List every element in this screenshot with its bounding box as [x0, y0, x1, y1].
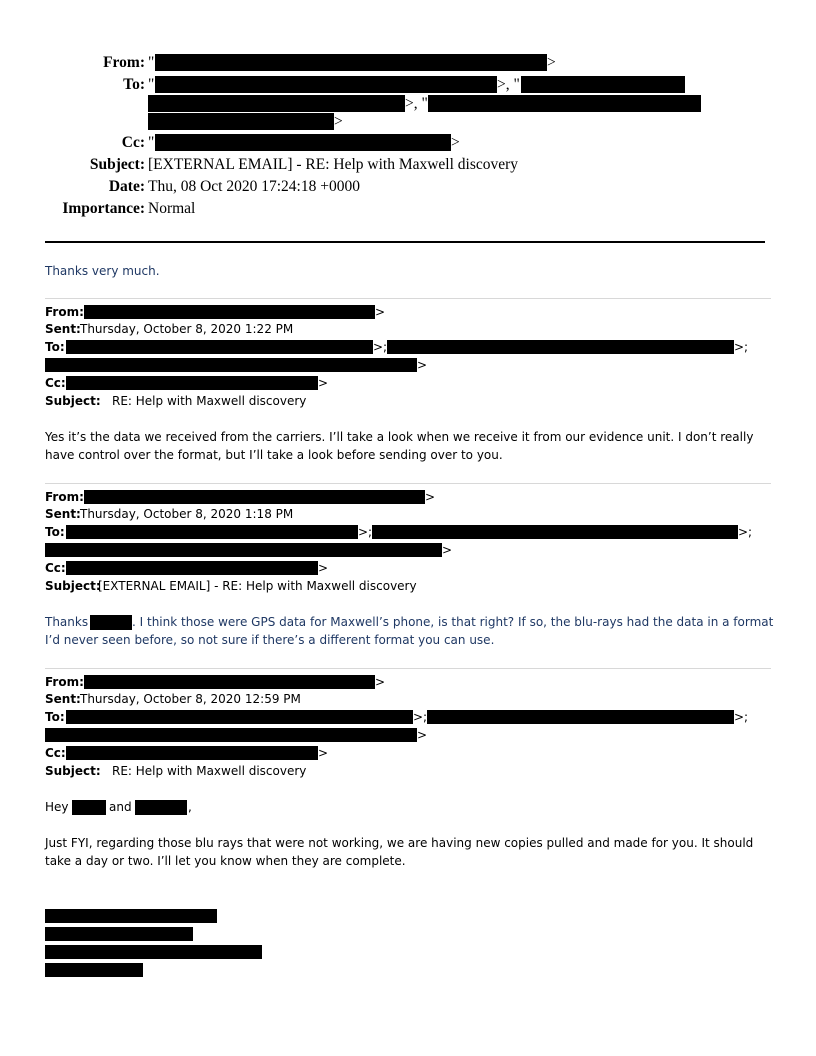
msg2-subject-value: [EXTERNAL EMAIL] - RE: Help with Maxwell discovery	[98, 579, 417, 593]
gt-glyph: >	[375, 675, 386, 689]
gt-glyph: >	[547, 54, 556, 71]
header-to-label: To:	[123, 76, 145, 93]
msg2-sent-label: Sent:	[45, 507, 81, 521]
redaction-block	[45, 909, 217, 923]
redaction-block	[428, 95, 701, 112]
msg3-from-label: From:	[45, 675, 84, 689]
msg1-subject-label: Subject:	[45, 394, 101, 408]
header-divider	[45, 241, 765, 243]
header-subject-label: Subject:	[89, 156, 145, 173]
gt-glyph: >	[375, 305, 386, 319]
redaction-block	[84, 675, 375, 689]
msg2-subject-label: Subject:	[45, 579, 101, 593]
gt-semicolon-glyph: >;	[413, 710, 428, 724]
message-separator	[45, 298, 771, 299]
msg2-body-line: . I think those were GPS data for Maxwell’s phone, is that right? If so, the blu-rays had the data in a format	[132, 615, 774, 629]
redaction-block	[148, 113, 334, 130]
redaction-block	[45, 543, 442, 557]
gt-glyph: >	[451, 134, 460, 151]
redaction-block	[45, 963, 143, 977]
msg2-sent-value: Thursday, October 8, 2020 1:18 PM	[80, 507, 294, 521]
msg1-sent-label: Sent:	[45, 322, 81, 336]
redaction-block	[84, 305, 375, 319]
msg3-body-line: Just FYI, regarding those blu rays that were not working, we are having new copies pulled and made for you. It should	[45, 836, 754, 850]
gt-glyph: >	[425, 490, 436, 504]
redaction-block	[427, 710, 734, 724]
gt-semicolon-glyph: >;	[734, 710, 749, 724]
redaction-block	[66, 525, 358, 539]
quote-glyph: "	[148, 134, 155, 151]
msg2-to-label: To:	[45, 525, 65, 539]
redaction-block	[84, 490, 425, 504]
msg3-body-line: take a day or two. I’ll let you know when they are complete.	[45, 854, 406, 868]
msg3-to-label: To:	[45, 710, 65, 724]
redaction-block	[45, 927, 193, 941]
msg3-cc-label: Cc:	[45, 746, 66, 760]
redaction-block	[66, 710, 413, 724]
redaction-block	[372, 525, 738, 539]
gt-semicolon-glyph: >;	[738, 525, 753, 539]
msg3-greeting-hey: Hey	[45, 800, 69, 814]
redaction-block	[72, 800, 106, 815]
redaction-block	[155, 134, 451, 151]
gt-comma-quote-glyph: >, "	[497, 76, 520, 93]
redaction-block	[387, 340, 734, 354]
email-header	[0, 0, 816, 230]
quote-glyph: "	[148, 54, 155, 71]
msg3-greeting-comma: ,	[188, 800, 192, 814]
gt-glyph: >	[417, 358, 428, 372]
redaction-block	[66, 376, 318, 390]
header-from-label: From:	[103, 54, 145, 71]
header-cc-label: Cc:	[121, 134, 145, 151]
redaction-block	[148, 95, 405, 112]
redaction-block	[66, 561, 318, 575]
msg3-sent-value: Thursday, October 8, 2020 12:59 PM	[80, 692, 301, 706]
redaction-block	[155, 54, 547, 71]
gt-glyph: >	[318, 746, 329, 760]
msg1-cc-label: Cc:	[45, 376, 66, 390]
message-separator	[45, 483, 771, 484]
quote-glyph: "	[148, 76, 155, 93]
msg2-from-label: From:	[45, 490, 84, 504]
redaction-block	[155, 76, 497, 93]
header-importance-value: Normal	[148, 200, 196, 217]
msg1-body-line: have control over the format, but I’ll take a look before sending over to you.	[45, 448, 503, 462]
msg2-cc-label: Cc:	[45, 561, 66, 575]
msg3-sent-label: Sent:	[45, 692, 81, 706]
header-subject-value: [EXTERNAL EMAIL] - RE: Help with Maxwell discovery	[148, 156, 519, 173]
redaction-block	[521, 76, 685, 93]
redaction-block	[66, 746, 318, 760]
gt-comma-quote-glyph: >, "	[405, 95, 428, 112]
header-date-label: Date:	[108, 178, 145, 195]
redaction-block	[90, 615, 132, 630]
msg2-body-line: I’d never seen before, so not sure if there’s a different format you can use.	[45, 633, 495, 647]
gt-semicolon-glyph: >;	[373, 340, 388, 354]
header-importance-label: Importance:	[62, 200, 145, 217]
gt-semicolon-glyph: >;	[358, 525, 373, 539]
gt-glyph: >	[318, 561, 329, 575]
header-date-value: Thu, 08 Oct 2020 17:24:18 +0000	[148, 178, 360, 195]
redaction-block	[66, 340, 373, 354]
gt-glyph: >	[417, 728, 428, 742]
redaction-block	[45, 358, 417, 372]
gt-glyph: >	[442, 543, 453, 557]
gt-semicolon-glyph: >;	[734, 340, 749, 354]
redaction-block	[135, 800, 187, 815]
gt-glyph: >	[334, 113, 343, 130]
msg1-from-label: From:	[45, 305, 84, 319]
msg3-subject-value: RE: Help with Maxwell discovery	[112, 764, 307, 778]
msg3-greeting-and: and	[109, 800, 132, 814]
message-separator	[45, 668, 771, 669]
msg2-body-prefix: Thanks	[45, 615, 89, 629]
gt-glyph: >	[318, 376, 329, 390]
redaction-block	[45, 945, 262, 959]
msg3-subject-label: Subject:	[45, 764, 101, 778]
reply-text: Thanks very much.	[45, 264, 160, 278]
redaction-block	[45, 728, 417, 742]
msg1-to-label: To:	[45, 340, 65, 354]
msg1-subject-value: RE: Help with Maxwell discovery	[112, 394, 307, 408]
msg1-body-line: Yes it’s the data we received from the carriers. I’ll take a look when we receive it from our evidence unit. I don’t really	[45, 430, 754, 444]
msg1-sent-value: Thursday, October 8, 2020 1:22 PM	[80, 322, 294, 336]
